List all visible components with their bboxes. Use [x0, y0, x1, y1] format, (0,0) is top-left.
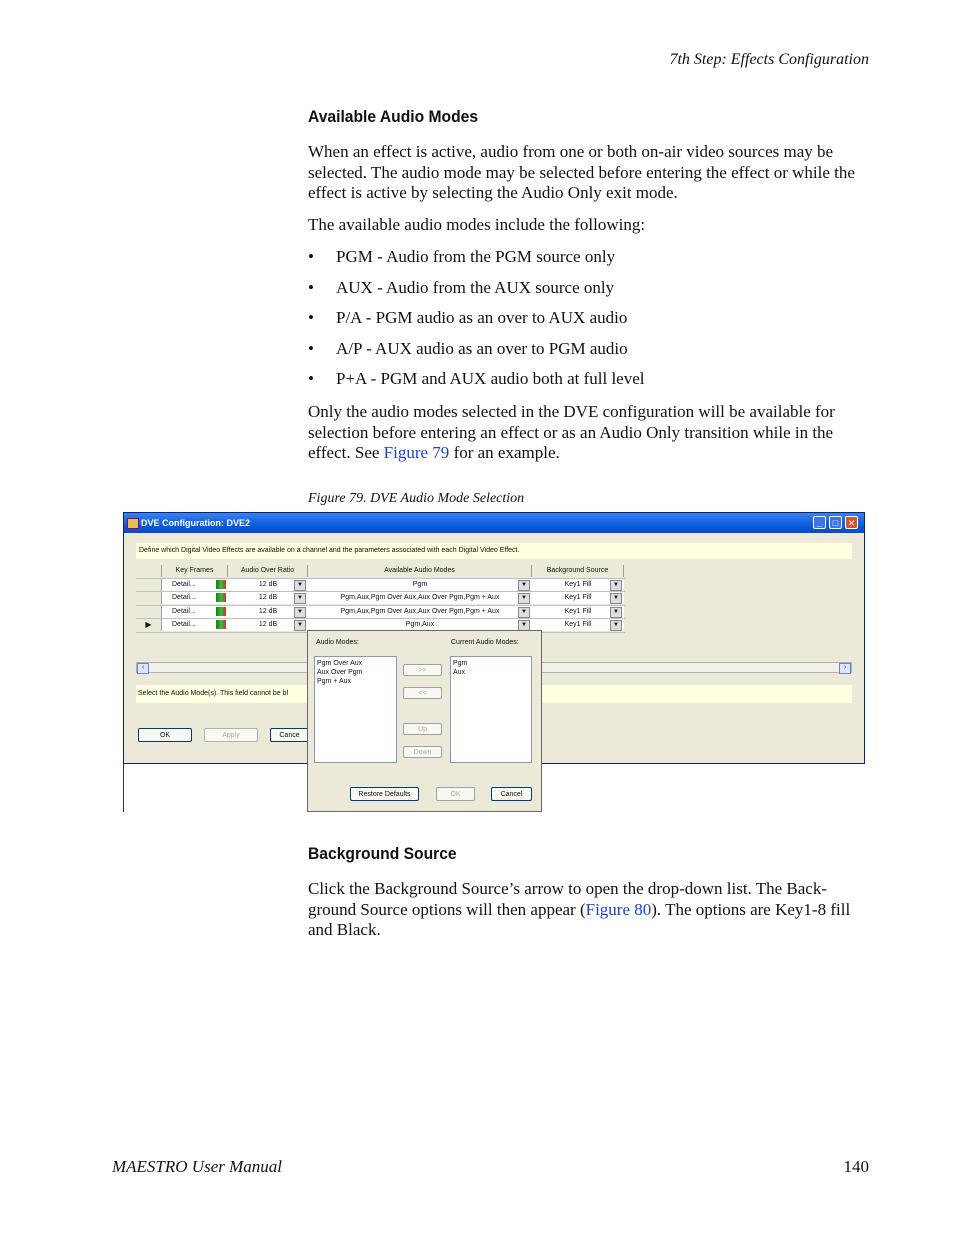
- audio-modes-popup: [307, 630, 542, 812]
- audio-ratio-cell[interactable]: 12 dB ▼: [228, 579, 308, 591]
- footer-manual-title: MAESTRO User Manual: [112, 1157, 282, 1176]
- current-modes-list[interactable]: [450, 656, 532, 763]
- window-edge-line: [123, 764, 124, 812]
- row-header[interactable]: [136, 592, 162, 604]
- column-header-audio-ratio[interactable]: Audio Over Ratio: [228, 565, 308, 577]
- dropdown-arrow-icon[interactable]: ▼: [518, 580, 530, 591]
- audio-ratio-cell[interactable]: 12 dB ▼: [228, 619, 308, 631]
- dropdown-arrow-icon[interactable]: ▼: [518, 593, 530, 604]
- minimize-icon[interactable]: _: [813, 516, 826, 529]
- available-modes-label: Audio Modes:: [316, 639, 359, 646]
- dropdown-arrow-icon[interactable]: ▼: [294, 607, 306, 618]
- table-row: [136, 592, 625, 606]
- available-modes-list[interactable]: [314, 656, 397, 763]
- figure-79-link[interactable]: Figure 79: [383, 443, 450, 462]
- background-source-cell[interactable]: Key1 Fill ▼: [532, 606, 624, 618]
- audio-ratio-cell[interactable]: 12 dB ▼: [228, 606, 308, 618]
- row-header[interactable]: [136, 579, 162, 591]
- figure-80-link[interactable]: Figure 80: [585, 899, 652, 919]
- list-item[interactable]: Pgm Over Aux: [317, 660, 363, 667]
- paragraph-intro: When an effect is active, audio from one or both on-air video sources may be selected. The audio mode may be selected before entering the effect or while the effect is active by selecting the Audio Only exit mode.: [308, 142, 855, 202]
- section-heading-audio-modes: Available Audio Modes: [308, 107, 479, 126]
- current-modes-label: Current Audio Modes:: [451, 639, 519, 646]
- running-header: 7th Step: Effects Configuration: [669, 51, 869, 68]
- window-titlebar: [124, 513, 864, 533]
- bullet-item: • AUX - Audio from the AUX source only: [308, 278, 615, 297]
- level-meter-icon: [216, 593, 226, 602]
- dropdown-arrow-icon[interactable]: ▼: [610, 620, 622, 631]
- column-header-key-frames[interactable]: Key Frames: [162, 565, 228, 577]
- move-down-button[interactable]: Down: [403, 746, 442, 758]
- dropdown-arrow-icon[interactable]: ▼: [294, 620, 306, 631]
- remove-mode-button[interactable]: <<: [403, 687, 442, 699]
- bullet-item: • P+A - PGM and AUX audio both at full level: [308, 369, 645, 388]
- move-up-button[interactable]: Up: [403, 723, 442, 735]
- background-source-cell[interactable]: Key1 Fill ▼: [532, 579, 624, 591]
- dropdown-arrow-icon[interactable]: ▼: [294, 593, 306, 604]
- dropdown-arrow-icon[interactable]: ▼: [518, 607, 530, 618]
- level-meter-icon: [216, 580, 226, 589]
- row-header-corner: [136, 565, 162, 577]
- paragraph-background-source: Click the Background Source’s arrow to open the drop-down list. The Back-ground Source options will then appear (Figure 80). The options are Key1-8 fill and Black.: [308, 879, 851, 939]
- info-box: Define which Digital Video Effects are available on a channel and the parameters associated with each Digital Video Effect.: [136, 543, 852, 559]
- list-item[interactable]: Aux: [453, 669, 466, 676]
- maximize-icon[interactable]: □: [829, 516, 842, 529]
- table-row: [136, 606, 625, 620]
- level-meter-icon: [216, 607, 226, 616]
- status-box: Select the Audio Mode(s). This field cannot be bl: [136, 685, 852, 703]
- paragraph-list-intro: The available audio modes include the following:: [308, 215, 646, 234]
- background-source-cell[interactable]: Key1 Fill ▼: [532, 619, 624, 631]
- row-pointer-icon[interactable]: ▶: [136, 619, 162, 631]
- grid-header-row: [136, 565, 625, 579]
- key-frames-cell[interactable]: Detail...: [162, 619, 228, 631]
- list-item[interactable]: Pgm: [453, 660, 468, 667]
- row-header[interactable]: [136, 606, 162, 618]
- column-header-background-source[interactable]: Background Source: [532, 565, 624, 577]
- audio-modes-cell[interactable]: Pgm ▼: [308, 579, 532, 591]
- paragraph-audio-availability: Only the audio modes selected in the DVE configuration will be available for selection before entering an effect or as an Audio Only transition while in the effect. See Figure 79 for an example.: [308, 402, 835, 462]
- dropdown-arrow-icon[interactable]: ▼: [518, 620, 530, 631]
- column-header-audio-modes[interactable]: Available Audio Modes: [308, 565, 532, 577]
- audio-ratio-cell[interactable]: 12 dB ▼: [228, 592, 308, 604]
- audio-modes-cell[interactable]: Pgm,Aux,Pgm Over Aux,Aux Over Pgm,Pgm + Aux ▼: [308, 606, 532, 618]
- ok-button[interactable]: OK: [138, 728, 192, 742]
- cancel-button[interactable]: Cance: [270, 728, 308, 742]
- dve-grid: [136, 565, 625, 633]
- add-mode-button[interactable]: >>: [403, 664, 442, 676]
- popup-ok-button[interactable]: OK: [436, 787, 475, 801]
- app-icon: [127, 518, 139, 529]
- bullet-item: • P/A - PGM audio as an over to AUX audio: [308, 308, 628, 327]
- dropdown-arrow-icon[interactable]: ▼: [610, 580, 622, 591]
- audio-modes-cell[interactable]: Pgm,Aux ▼: [308, 619, 532, 631]
- list-item[interactable]: Aux Over Pgm: [317, 669, 363, 676]
- window-title: DVE Configuration: DVE2: [141, 518, 251, 528]
- audio-modes-cell[interactable]: Pgm,Aux,Pgm Over Aux,Aux Over Pgm,Pgm + Aux ▼: [308, 592, 532, 604]
- figure-caption: Figure 79. DVE Audio Mode Selection: [308, 491, 525, 506]
- bullet-item: • PGM - Audio from the PGM source only: [308, 247, 616, 266]
- restore-defaults-button[interactable]: Restore Defaults: [350, 787, 419, 801]
- close-icon[interactable]: ✕: [845, 516, 858, 529]
- table-row: [136, 579, 625, 593]
- background-source-cell[interactable]: Key1 Fill ▼: [532, 592, 624, 604]
- section-heading-background-source: Background Source: [308, 844, 457, 863]
- level-meter-icon: [216, 620, 226, 629]
- scroll-right-icon[interactable]: ›: [839, 663, 851, 674]
- apply-button[interactable]: Apply: [204, 728, 258, 742]
- dropdown-arrow-icon[interactable]: ▼: [610, 607, 622, 618]
- key-frames-cell[interactable]: Detail...: [162, 592, 228, 604]
- dropdown-arrow-icon[interactable]: ▼: [294, 580, 306, 591]
- bullet-item: • A/P - AUX audio as an over to PGM audio: [308, 339, 628, 358]
- dropdown-arrow-icon[interactable]: ▼: [610, 593, 622, 604]
- popup-cancel-button[interactable]: Cancel: [491, 787, 532, 801]
- list-item[interactable]: Pgm + Aux: [317, 678, 352, 685]
- key-frames-cell[interactable]: Detail...: [162, 606, 228, 618]
- page-number: 140: [843, 1157, 869, 1176]
- key-frames-cell[interactable]: Detail...: [162, 579, 228, 591]
- scroll-left-icon[interactable]: ‹: [137, 663, 149, 674]
